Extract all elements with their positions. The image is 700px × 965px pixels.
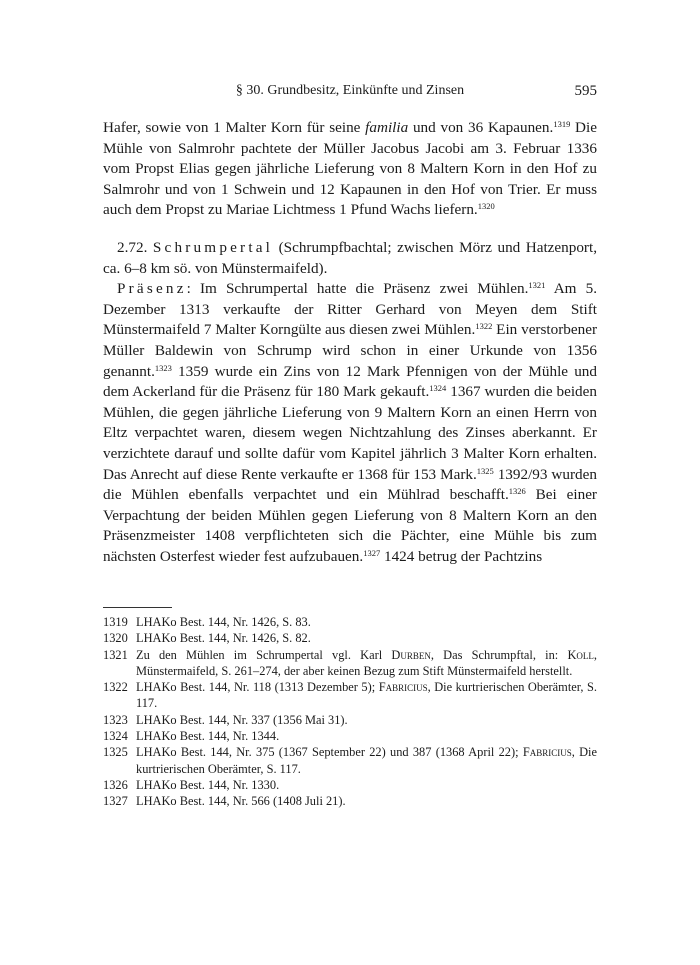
footnote: 1327 LHAKo Best. 144, Nr. 566 (1408 Juli 21). xyxy=(103,794,346,809)
main-text xyxy=(103,118,597,567)
footnote-ref[interactable]: 1323 xyxy=(154,362,172,373)
footnote-ref[interactable]: 1321 xyxy=(528,280,546,291)
footnote: 1324 LHAKo Best. 144, Nr. 1344. xyxy=(103,729,280,744)
footnote: 1326 LHAKo Best. 144, Nr. 1330. xyxy=(103,777,280,792)
author-name: Fabricius xyxy=(378,680,428,695)
running-title: § 30. Grundbesitz, Einkünfte und Zinsen xyxy=(235,83,465,98)
page-number: 595 xyxy=(574,83,597,99)
author-name: Fabricius xyxy=(522,745,572,760)
footnote: 1321 Zu den Mühlen im Schrumpertal vgl. Karl Durben, Das Schrumpftal, in: Koll, Münstermaifeld, S. 261–274, der aber keinen Bezug zum Stift Münstermaifeld herstellt. xyxy=(103,647,598,678)
footnote-ref[interactable]: 1322 xyxy=(475,321,493,332)
author-name: Koll xyxy=(567,647,594,662)
spaced-keyword: Präsenz xyxy=(117,280,187,298)
footnote-separator xyxy=(103,607,172,608)
author-name: Durben xyxy=(391,647,431,662)
footnote: 1319 LHAKo Best. 144, Nr. 1426, S. 83. xyxy=(103,615,311,629)
footnote-number: 1319 xyxy=(103,615,128,629)
footnote-ref[interactable]: 1319 xyxy=(553,119,571,129)
footnote-ref[interactable]: 1325 xyxy=(476,465,494,476)
footnote-ref[interactable]: 1326 xyxy=(508,486,526,497)
paragraph-salmrohr: Hafer, sowie von 1 Malter Korn für seine familia und von 36 Kapaunen.$^{1319}$ Die Mühle von Salmrohr pachtete der Müller Jacobus Jacobi am 3. Februar 1336 vom Propst Elias gegen jährliche Lieferung von 8 Maltern Korn in den Hof zu Salmrohr und von 1 Schwein und 12 Kapaunen in den Hof von Trier. Er muss auch dem Propst zu Mariae Lichtmess 1 Pfund Wachs liefern.$^{1320}$ xyxy=(103,119,597,219)
paragraph-praesenz: Präsenz: Im Schrumpertal hatte die Präsenz zwei Mühlen.$^{1321}$ Am 5. Dezember 1313 verkaufte der Ritter Gerhard von Meyen dem Stift Münstermaifeld 7 Malter Korngülte aus diesen zwei Mühlen.$^{1322}$ Ein verstorbener Müller Baldewin von Schrump wird schon in einer Urkunde von 1356 genannt.$^{1323}$ 1359 wurde ein Zins von 12 Mark Pfennigen von der Mühle und dem Ackerland für die Präsenz für 180 Mark gekauft.$^{1324}$ 1367 wurden die beiden Mühlen, die gegen jährliche Lieferung von 9 Maltern Korn an einen Herrn von Eltz verpachtet waren, diesem wegen Nichtzahlung des Zinses aberkannt. Er verzichtete darauf und sollte dafür vom Kapitel jährlich 3 Malter Korn erhalten. Das Anrecht auf diese Rente verkaufte er 1368 für 153 Mark.$^{1325}$ 1392/93 wurden die Mühlen ebenfalls verpachtet und ein Mühlrad beschafft.$^{1326}$ Bei einer Verpachtung der beiden Mühlen gegen Lieferung von 8 Maltern Korn an den Präsenzmeister 1408 verpflichteten sich die Pächter, eine Mühle bis zum nächsten Osterfest wieder fest aufzubauen.$^{1327}$ 1424 betrug der Pachtzins xyxy=(103,280,598,565)
footnotes xyxy=(103,614,597,810)
section-place-name: Schrumpertal xyxy=(152,238,274,256)
footnote-ref[interactable]: 1324 xyxy=(429,383,447,394)
footnote-number: 1324 xyxy=(103,729,128,744)
footnote-number: 1321 xyxy=(103,647,128,662)
italic-term: familia xyxy=(365,119,409,136)
footnote: 1322 LHAKo Best. 144, Nr. 118 (1313 Dezember 5); Fabricius, Die kurtrierischen Oberämter, S. 117. xyxy=(103,680,597,711)
footnote-number: 1325 xyxy=(103,745,128,760)
footnote: 1323 LHAKo Best. 144, Nr. 337 (1356 Mai 31). xyxy=(103,712,348,727)
footnote-number: 1322 xyxy=(103,680,128,695)
footnote-number: 1323 xyxy=(103,712,128,727)
footnote-ref[interactable]: 1327 xyxy=(363,547,381,558)
footnote-number: 1320 xyxy=(103,631,128,646)
running-header xyxy=(103,83,597,103)
section-number: 2.72. xyxy=(117,238,148,256)
footnote-number: 1326 xyxy=(103,777,128,792)
footnote: 1320 LHAKo Best. 144, Nr. 1426, S. 82. xyxy=(103,631,311,646)
footnote: 1325 LHAKo Best. 144, Nr. 375 (1367 September 22) und 387 (1368 April 22); Fabricius, Die kurtrierischen Oberämter, S. 117. xyxy=(103,745,598,776)
footnote-ref[interactable]: 1320 xyxy=(477,201,495,212)
footnote-number: 1327 xyxy=(103,794,128,809)
section-heading-schrumpertal: 2.72. Schrumpertal (Schrumpfbachtal; zwischen Mörz und Hatzenport, ca. 6–8 km sö. von Münstermaifeld). xyxy=(103,238,598,277)
